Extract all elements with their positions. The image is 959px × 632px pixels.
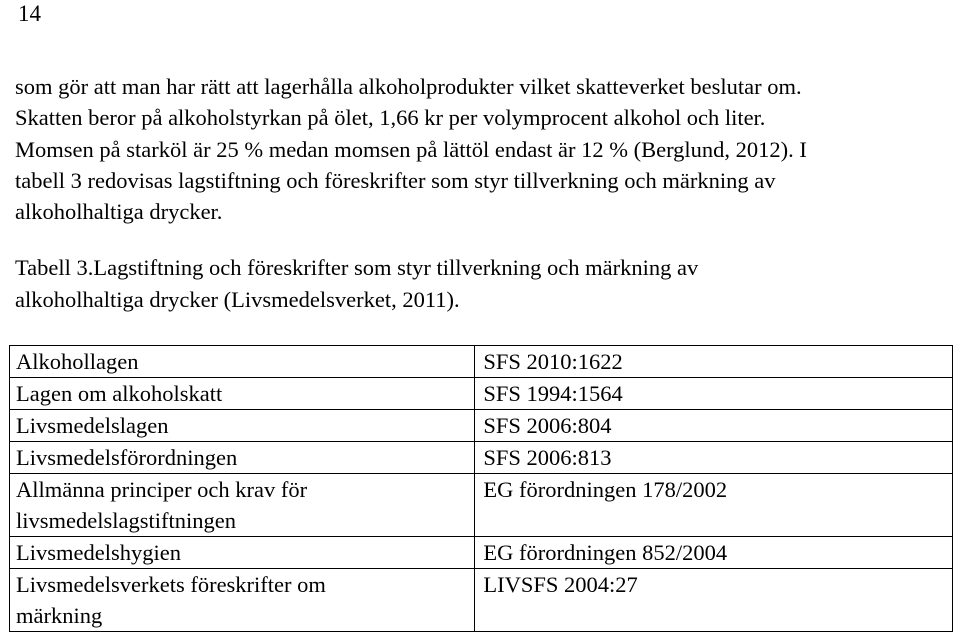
law-name-continued: livsmedelslagstiftningen: [16, 508, 236, 533]
law-reference-cell: LIVSFS 2004:27: [475, 569, 953, 632]
law-reference-cell: SFS 1994:1564: [475, 378, 953, 410]
body-line: tabell 3 redovisas lagstiftning och föreskrifter som styr tillverkning och märkning av: [15, 167, 776, 193]
table-row: [10, 346, 953, 378]
law-name: Livsmedelsförordningen: [16, 445, 238, 470]
law-name: Lagen om alkoholskatt: [16, 381, 223, 406]
law-name: Livsmedelslagen: [16, 413, 169, 438]
law-name-continued: märkning: [16, 603, 103, 628]
legislation-table: [9, 345, 953, 632]
table-row: [10, 537, 953, 569]
caption-line: alkoholhaltiga drycker (Livsmedelsverket, 2011).: [15, 286, 460, 312]
law-reference-cell: EG förordningen 852/2004: [475, 537, 953, 569]
law-reference-cell: SFS 2010:1622: [475, 346, 953, 378]
law-name-cell: [10, 569, 475, 632]
table-row: [10, 378, 953, 410]
page-number: 14: [18, 1, 41, 26]
law-name-cell: [10, 442, 475, 474]
law-name: Livsmedelshygien: [16, 540, 181, 565]
law-name-cell: [10, 474, 475, 537]
body-line: Skatten beror på alkoholstyrkan på ölet, 1,66 kr per volymprocent alkohol och liter.: [15, 105, 766, 131]
table-row: [10, 474, 953, 537]
body-line: som gör att man har rätt att lagerhålla alkoholprodukter vilket skatteverket beslutar om.: [15, 74, 802, 99]
law-name: Alkohollagen: [16, 349, 139, 374]
caption-line: Tabell 3.Lagstiftning och föreskrifter som styr tillverkning och märkning av: [15, 255, 699, 280]
law-name-cell: [10, 346, 475, 378]
table-row: [10, 442, 953, 474]
body-line: Momsen på starköl är 25 % medan momsen på lättöl endast är 12 % (Berglund, 2012). I: [15, 136, 807, 162]
body-paragraph: [15, 71, 945, 227]
law-name: Allmänna principer och krav för: [16, 477, 308, 502]
law-reference-cell: EG förordningen 178/2002: [475, 474, 953, 537]
table-caption: [15, 252, 945, 315]
table-row: [10, 410, 953, 442]
law-name-cell: [10, 378, 475, 410]
law-reference-cell: SFS 2006:804: [475, 410, 953, 442]
law-name: Livsmedelsverkets föreskrifter om: [16, 572, 326, 597]
body-line: alkoholhaltiga drycker.: [15, 199, 223, 225]
law-reference-cell: SFS 2006:813: [475, 442, 953, 474]
law-name-cell: [10, 410, 475, 442]
table-row: [10, 569, 953, 632]
law-name-cell: [10, 537, 475, 569]
